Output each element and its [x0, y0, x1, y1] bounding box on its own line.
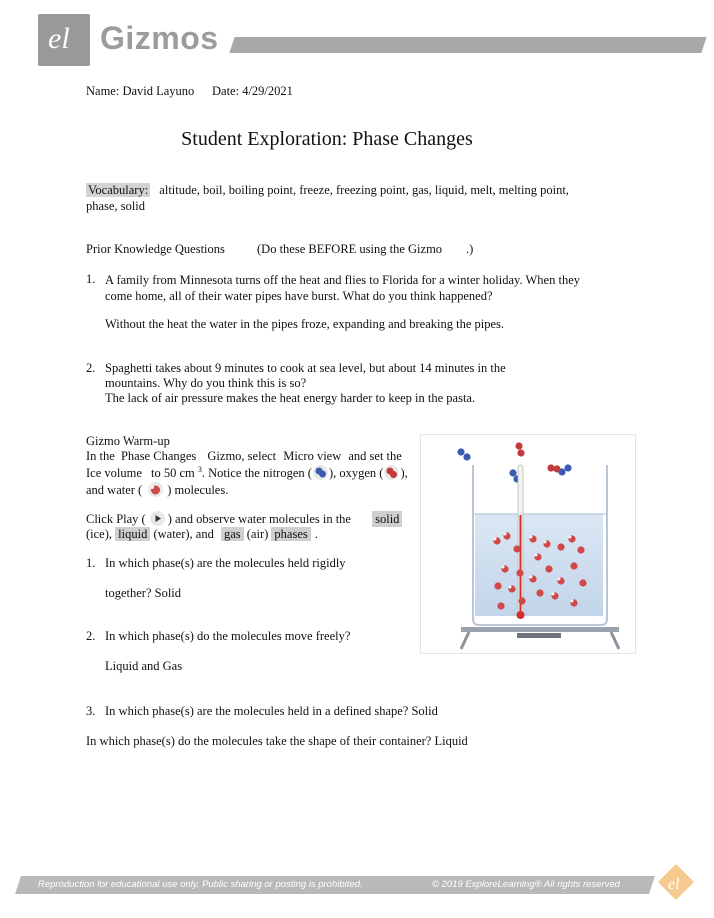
- warmup-line1: [86, 449, 402, 464]
- nitrogen-molecule: [558, 464, 571, 475]
- warmup-text: .: [314, 527, 318, 541]
- warmup-q3: In which phase(s) are the molecules held in a defined shape? Solid: [105, 704, 438, 718]
- prior-knowledge-note-end: .): [466, 242, 474, 256]
- vocabulary-terms-cont: phase, solid: [86, 199, 146, 213]
- brand-name: Gizmos: [100, 20, 219, 56]
- solid-highlight: solid: [372, 511, 402, 527]
- vocabulary: [86, 182, 569, 214]
- pk-q2-line2: mountains. Why do you think this is so?: [105, 376, 307, 390]
- warmup-text: to 50 cm: [151, 466, 195, 481]
- warmup-q1-line2: together? Solid: [105, 586, 182, 600]
- vocabulary-terms: altitude, boil, boiling point, freeze, freezing point, gas, liquid, melt, melting point,: [159, 183, 569, 197]
- warmup-text: ) molecules.: [167, 483, 229, 497]
- liquid-highlight: liquid: [115, 527, 150, 541]
- warmup-q1-number: 1.: [86, 556, 96, 570]
- pk-q2-answer: The lack of air pressure makes the heat energy harder to keep in the pasta.: [105, 391, 476, 405]
- footer-reproduction-note: Reproduction for educational use only. Public sharing or posting is prohibited.: [38, 879, 363, 890]
- warmup-q2: In which phase(s) do the molecules move freely?: [105, 629, 351, 643]
- gizmos-logo-letters: el: [48, 22, 70, 55]
- warmup-text: and water (: [86, 483, 143, 497]
- footer-logo-letters: el: [668, 876, 680, 893]
- water-molecule-icon: [148, 482, 163, 497]
- pk-q1-line1: A family from Minnesota turns off the heat and flies to Florida for a winter holiday. When they: [105, 273, 581, 287]
- prior-knowledge-note: (Do these BEFORE using the Gizmo: [257, 242, 443, 256]
- warmup-heading: Gizmo Warm-up: [86, 434, 170, 448]
- oxygen-molecule-icon: [384, 465, 399, 480]
- pk-q1: [105, 272, 580, 304]
- warmup-q2-answer: Liquid and Gas: [105, 659, 183, 673]
- student-name: Name: David Layuno: [86, 84, 195, 98]
- explorelearning-logo-icon: [656, 862, 696, 902]
- footer-copyright: © 2019 ExploreLearning® All rights reserved: [432, 879, 620, 890]
- warmup-line5: [86, 527, 318, 542]
- pk-q1-number: 1.: [86, 272, 96, 286]
- warmup-text: ), oxygen (: [328, 466, 384, 481]
- prior-knowledge-heading: Prior Knowledge Questions: [86, 242, 225, 256]
- nitrogen-molecule-icon: [313, 465, 328, 480]
- nitrogen-molecule: [457, 448, 470, 460]
- gizmo-name: Phase Changes: [120, 449, 197, 463]
- pk-q2-number: 2.: [86, 361, 96, 375]
- pk-q1-line2: come home, all of their water pipes have burst. What do you think happened?: [105, 289, 493, 303]
- ice-volume-label: Ice volume: [86, 466, 142, 481]
- warmup-q3-number: 3.: [86, 704, 96, 718]
- warmup-line3: [86, 482, 228, 498]
- vocabulary-label: Vocabulary:: [88, 183, 149, 197]
- warmup-text: In the: [86, 449, 115, 463]
- warmup-q1-line1: In which phase(s) are the molecules held rigidly: [105, 556, 346, 570]
- oxygen-molecule: [515, 442, 524, 456]
- warmup-text: and set the: [348, 449, 402, 463]
- warmup-text: ) and observe water molecules in the: [167, 512, 351, 526]
- warmup-line2: [86, 465, 408, 481]
- header-bar: [229, 37, 706, 53]
- warmup-text: (ice),: [86, 527, 113, 541]
- warmup-text: . Notice the nitrogen (: [201, 466, 312, 481]
- warmup-text: ),: [400, 466, 408, 481]
- warmup-text: Click Play (: [86, 512, 146, 526]
- gas-highlight: gas: [221, 527, 244, 541]
- phases-highlight: phases: [271, 527, 310, 541]
- warmup-q2-number: 2.: [86, 629, 96, 643]
- pk-q1-answer: Without the heat the water in the pipes froze, expanding and breaking the pipes.: [105, 317, 505, 331]
- page-title: Student Exploration: Phase Changes: [181, 128, 473, 150]
- phase-changes-micro-view-image: [420, 434, 636, 654]
- micro-view-label: Micro view: [283, 449, 342, 463]
- warmup-line4: [86, 511, 402, 527]
- pk-q2: [105, 361, 506, 406]
- warmup-q4: In which phase(s) do the molecules take the shape of their container? Liquid: [86, 734, 468, 748]
- warmup-text: (water), and: [153, 527, 214, 541]
- pk-q2-line1: Spaghetti takes about 9 minutes to cook at sea level, but about 14 minutes in the: [105, 361, 506, 375]
- warmup-text: Gizmo, select: [207, 449, 277, 463]
- superscript: 3: [197, 465, 202, 474]
- play-button-icon: [150, 511, 165, 526]
- date: Date: 4/29/2021: [212, 84, 293, 98]
- warmup-text: (air): [246, 527, 269, 541]
